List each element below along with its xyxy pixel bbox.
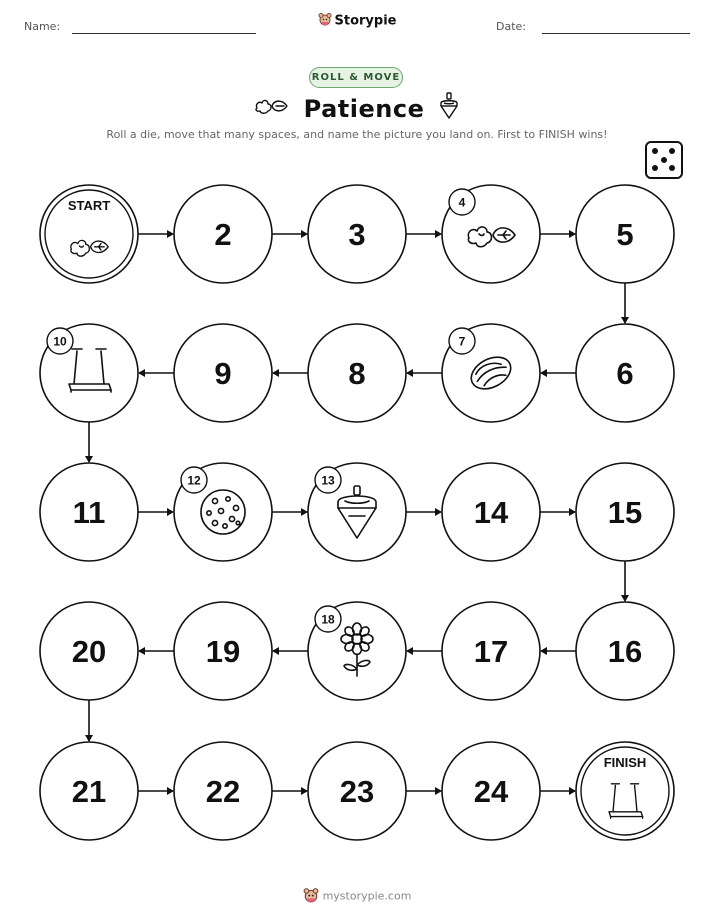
board-space-3[interactable] bbox=[308, 185, 406, 283]
space-number: 16 bbox=[607, 634, 643, 669]
space-number: 22 bbox=[205, 774, 241, 809]
space-number: 11 bbox=[72, 495, 106, 530]
space-number: 23 bbox=[339, 774, 375, 809]
space-number: 7 bbox=[458, 334, 466, 349]
space-number: 18 bbox=[321, 612, 335, 627]
date-label: Date: bbox=[496, 20, 526, 33]
space-number: 6 bbox=[616, 356, 634, 391]
board-space-9[interactable] bbox=[174, 324, 272, 422]
board-space-13[interactable] bbox=[308, 463, 406, 561]
board-space-8[interactable] bbox=[308, 324, 406, 422]
game-type-tag: ROLL & MOVE bbox=[309, 67, 403, 88]
board-space-11[interactable] bbox=[40, 463, 138, 561]
space-number: 19 bbox=[205, 634, 241, 669]
space-number: 24 bbox=[473, 774, 509, 809]
board-space-18[interactable] bbox=[308, 602, 406, 700]
name-label: Name: bbox=[24, 20, 61, 33]
board-space-4[interactable] bbox=[442, 185, 540, 283]
board-space-10[interactable] bbox=[40, 324, 138, 422]
board-space-7[interactable] bbox=[442, 324, 540, 422]
footer-site[interactable]: mystorypie.com bbox=[322, 889, 412, 903]
space-number: 10 bbox=[53, 334, 67, 349]
board-space-20[interactable] bbox=[40, 602, 138, 700]
board-space-14[interactable] bbox=[442, 463, 540, 561]
board-space-24[interactable] bbox=[442, 742, 540, 840]
board-space-22[interactable] bbox=[174, 742, 272, 840]
board-space-12[interactable] bbox=[174, 463, 272, 561]
space-number: 4 bbox=[458, 195, 466, 210]
space-number: 21 bbox=[71, 774, 107, 809]
footer bbox=[0, 887, 714, 906]
space-number: 14 bbox=[473, 495, 509, 530]
space-number: 13 bbox=[321, 473, 335, 488]
space-label: START bbox=[67, 198, 111, 213]
board-space-17[interactable] bbox=[442, 602, 540, 700]
instructions: Roll a die, move that many spaces, and name the picture you land on. First to FINISH wins! bbox=[106, 128, 608, 141]
space-number: 5 bbox=[616, 217, 634, 252]
board-space-16[interactable] bbox=[576, 602, 674, 700]
board-space-6[interactable] bbox=[576, 324, 674, 422]
space-number: 15 bbox=[607, 495, 643, 530]
board-space-19[interactable] bbox=[174, 602, 272, 700]
space-label: FINISH bbox=[603, 755, 647, 770]
board-space-23[interactable] bbox=[308, 742, 406, 840]
brand-name: Storypie bbox=[334, 13, 397, 29]
space-number: 20 bbox=[71, 634, 107, 669]
space-number: 12 bbox=[187, 473, 201, 488]
board-space-2[interactable] bbox=[174, 185, 272, 283]
finish-space[interactable] bbox=[576, 742, 674, 840]
space-number: 17 bbox=[473, 634, 509, 669]
space-number: 2 bbox=[214, 217, 232, 252]
board-space-5[interactable] bbox=[576, 185, 674, 283]
bear-logo-icon bbox=[303, 887, 319, 906]
start-space[interactable] bbox=[40, 185, 138, 283]
space-number: 9 bbox=[214, 356, 232, 391]
board-space-15[interactable] bbox=[576, 463, 674, 561]
space-number: 3 bbox=[348, 217, 366, 252]
space-number: 8 bbox=[348, 356, 366, 391]
board-space-21[interactable] bbox=[40, 742, 138, 840]
page-title: Patience bbox=[303, 94, 425, 123]
